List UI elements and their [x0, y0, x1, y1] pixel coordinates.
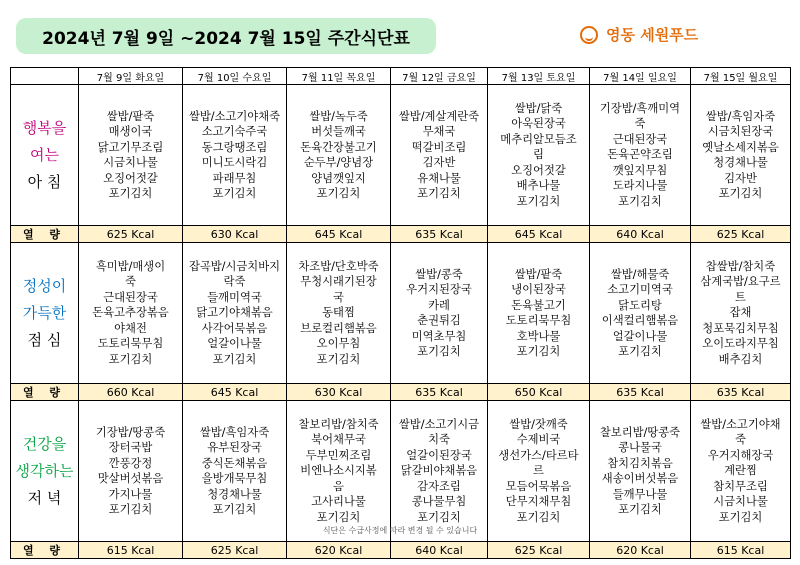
calorie-value: 645 Kcal: [488, 226, 590, 243]
menu-item: 오이도라지무침: [702, 337, 779, 351]
menu-item: 배추김치: [718, 352, 763, 366]
menu-cell: [391, 401, 488, 542]
menu-item: 찰보리밥/참치죽: [298, 417, 379, 431]
calorie-value: 645 Kcal: [287, 226, 391, 243]
calorie-value: 625 Kcal: [79, 226, 183, 243]
menu-cell: [590, 243, 691, 384]
menu-item: 가지나물: [108, 487, 153, 501]
menu-item: 포기김치: [618, 503, 662, 516]
menu-item: 기장밥/땅콩죽: [95, 425, 166, 439]
meal-label-line: 행복을: [22, 118, 67, 137]
menu-item: 우거지된장국: [406, 283, 472, 296]
calorie-row: [11, 384, 791, 401]
calorie-value: 615 Kcal: [79, 542, 183, 559]
calorie-value: 615 Kcal: [691, 542, 791, 559]
calorie-value: 625 Kcal: [488, 542, 590, 559]
menu-item: 포기김치: [417, 345, 461, 358]
meal-label-line: 건강을: [22, 434, 67, 453]
menu-item: 양념깻잎지: [311, 171, 366, 185]
menu-item: 무채국: [422, 125, 456, 138]
menu-item: 삼계국밥/요구르: [700, 275, 781, 289]
menu-item: 돈육간장불고기: [300, 140, 377, 154]
menu-item: 북어채무국: [311, 433, 366, 447]
menu-item: 감자조림: [417, 479, 461, 493]
menu-cell: [287, 401, 391, 542]
calorie-value: 620 Kcal: [287, 542, 391, 559]
menu-item: 닭갈비야채볶음: [400, 464, 478, 478]
menu-item: 오징어젓갈: [511, 163, 566, 177]
menu-cell: [488, 243, 590, 384]
menu-item: 호박나물: [516, 329, 561, 343]
menu-item: 포기김치: [212, 352, 257, 366]
menu-item: 사각어묵볶음: [201, 321, 268, 335]
menu-item: 포기김치: [108, 187, 153, 200]
menu-item: 맛살버섯볶음: [97, 472, 164, 485]
menu-cell: [488, 401, 590, 542]
menu-item: 포기김치: [108, 352, 153, 366]
menu-item: 새송이버섯볶음: [601, 472, 679, 485]
menu-item: 닭고기무조림: [97, 140, 164, 154]
menu-item: 춘권튀김: [417, 314, 461, 327]
menu-item: 오징어젓갈: [103, 171, 158, 185]
menu-item: 옛날소세지볶음: [702, 140, 779, 154]
menu-item: 생선가스/타르타: [498, 448, 579, 462]
menu-item: 기장밥/흑깨미역: [599, 101, 681, 115]
meal-label-line: 가득한: [22, 303, 67, 322]
brand: [580, 24, 698, 45]
menu-item: 쌀밥/흑임자죽: [705, 109, 776, 123]
menu-item: 오이무침: [316, 337, 361, 351]
smile-logo-icon: [580, 26, 598, 44]
menu-item: 쌀밥/콩죽: [415, 267, 463, 281]
menu-item: 장터국밥: [108, 441, 153, 454]
menu-item: 청포묵김치무침: [702, 321, 779, 335]
calorie-value: 620 Kcal: [590, 542, 691, 559]
calorie-value: 630 Kcal: [183, 226, 287, 243]
menu-item: 쌀밥/팥죽: [514, 267, 563, 281]
menu-item: 배추나물: [516, 179, 561, 193]
menu-item: 도토리묵무침: [505, 314, 572, 327]
menu-item: 이색컬리햄볶음: [601, 314, 679, 327]
day-header: 7월 9일 화요일: [79, 68, 183, 85]
menu-item: 시금치나물: [103, 156, 158, 169]
menu-item: 근대된장국: [103, 290, 158, 304]
meal-row: [11, 401, 791, 542]
calorie-value: 640 Kcal: [590, 226, 691, 243]
calorie-label: 열 량: [11, 384, 79, 401]
menu-item: 깻잎지무침: [612, 163, 668, 177]
menu-item: 쌀밥/흑임자죽: [199, 425, 270, 439]
menu-item: 야채전: [114, 321, 147, 335]
menu-item: 파래무침: [212, 171, 257, 185]
day-header: 7월 12일 금요일: [391, 68, 488, 85]
menu-item: 단무지채무침: [505, 495, 572, 509]
menu-item: 잡채: [729, 306, 752, 320]
menu-item: 중식돈채볶음: [201, 456, 268, 470]
menu-item: 콩나물무침: [411, 495, 467, 509]
menu-cell: [79, 85, 183, 226]
menu-cell: [391, 243, 488, 384]
menu-item: 콩나물국: [618, 441, 662, 454]
meal-label-line: 정성이: [22, 276, 67, 295]
menu-item: 순두부/양념장: [303, 156, 374, 169]
meal-row: [11, 85, 791, 226]
menu-item: 돈육불고기: [511, 298, 566, 312]
menu-item: 포기김치: [516, 194, 561, 208]
calorie-value: 650 Kcal: [488, 384, 590, 401]
menu-item: 치죽: [428, 433, 450, 447]
calorie-row: [11, 226, 791, 243]
calorie-label: 열 량: [11, 542, 79, 559]
menu-item: 고사리나물: [311, 495, 366, 509]
menu-item: 포기김치: [316, 510, 361, 524]
menu-cell: [79, 401, 183, 542]
menu-item: 잡곡밥/시금치바지: [188, 259, 281, 273]
menu-item: 냉이된장국: [511, 283, 566, 296]
menu-item: 동태찜: [322, 306, 355, 320]
menu-item: 찹쌀밥/참치죽: [705, 259, 776, 273]
calorie-value: 640 Kcal: [391, 542, 488, 559]
menu-item: 시금치된장국: [707, 125, 774, 138]
menu-item: 쌀밥/소고기야채죽: [188, 109, 281, 123]
menu-item: 포기김치: [417, 187, 461, 200]
menu-item: 포기김치: [718, 187, 763, 200]
day-header: 7월 11일 목요일: [287, 68, 391, 85]
menu-item: 음: [333, 479, 344, 493]
menu-item: 참치김치볶음: [607, 456, 673, 470]
menu-cell: [590, 401, 691, 542]
menu-cell: [391, 85, 488, 226]
menu-item: 청경채나물: [207, 487, 262, 501]
menu-item: 버섯들깨국: [311, 125, 366, 138]
menu-item: 쌀밥/팥죽: [106, 109, 155, 123]
footnote: 식단은 수급사정에 따라 변경 될 수 있습니다: [322, 526, 478, 535]
menu-item: 계란찜: [724, 464, 757, 478]
menu-item: 모듬어묵볶음: [505, 479, 572, 493]
menu-item: 브로컬리햄볶음: [300, 321, 377, 335]
menu-body: [11, 85, 791, 559]
menu-item: 미니도시락김: [201, 156, 268, 169]
menu-item: 포기김치: [108, 503, 153, 516]
calorie-value: 635 Kcal: [391, 226, 488, 243]
menu-item: 차조밥/단호박죽: [298, 259, 379, 273]
menu-item: 들깨무나물: [612, 487, 668, 501]
calorie-value: 635 Kcal: [590, 384, 691, 401]
calorie-value: 635 Kcal: [391, 384, 488, 401]
menu-item: 청경채나물: [713, 156, 768, 169]
menu-cell: [590, 85, 691, 226]
menu-item: 죽: [634, 117, 646, 131]
day-header: 7월 10일 수요일: [183, 68, 287, 85]
menu-item: 소고기미역국: [607, 283, 673, 296]
menu-item: 쌀밥/소고기야채: [700, 417, 781, 431]
day-header: 7월 15일 월요일: [691, 68, 791, 85]
menu-item: 포기김치: [316, 352, 361, 366]
meal-row: [11, 243, 791, 384]
day-header-row: [11, 68, 791, 85]
menu-item: 포기김치: [618, 194, 662, 208]
menu-cell: [488, 85, 590, 226]
menu-item: 김자반: [422, 156, 456, 169]
menu-item: 락죽: [223, 275, 246, 289]
meal-label-line: 생각하는: [15, 461, 74, 480]
meal-label-line: 저 녁: [27, 488, 62, 507]
menu-item: 트: [735, 290, 746, 304]
weekly-menu-table: [10, 67, 791, 559]
menu-item: 우거지해장국: [707, 448, 774, 462]
meal-label-line: 여는: [30, 145, 59, 164]
menu-item: 유부된장국: [207, 441, 262, 454]
menu-cell: [183, 401, 287, 542]
menu-item: 수제비국: [516, 433, 561, 447]
menu-item: 을방개묵무침: [201, 472, 268, 485]
menu-item: 돈육곤약조림: [607, 148, 673, 162]
menu-item: 포기김치: [516, 510, 561, 524]
brand-name: 영동 세원푸드: [606, 26, 699, 44]
menu-item: 죽: [735, 433, 746, 447]
menu-item: 카레: [428, 298, 450, 312]
meal-label: [11, 243, 79, 384]
menu-item: 동그랑땡조림: [201, 140, 268, 154]
meal-label-line: 점 심: [27, 330, 62, 349]
menu-item: 얼갈이나물: [612, 329, 668, 343]
menu-item: 얼갈이나물: [207, 337, 262, 351]
calorie-label: 열 량: [11, 226, 79, 243]
menu-item: 쌀밥/소고기시금: [398, 417, 480, 431]
menu-item: 참치무조림: [713, 479, 768, 493]
day-header: 7월 14일 일요일: [590, 68, 691, 85]
menu-cell: [79, 243, 183, 384]
menu-item: 포기김치: [718, 510, 763, 524]
day-header: 7월 13일 토요일: [488, 68, 590, 85]
menu-cell: [287, 243, 391, 384]
menu-item: 미역초무침: [411, 329, 467, 343]
menu-item: 매생이국: [108, 125, 153, 138]
menu-item: 도라지나물: [612, 179, 668, 193]
calorie-value: 625 Kcal: [183, 542, 287, 559]
menu-item: 닭고기야채볶음: [196, 306, 273, 320]
menu-item: 근대된장국: [612, 132, 668, 146]
calorie-value: 625 Kcal: [691, 226, 791, 243]
menu-item: 쌀밥/계살계란죽: [398, 109, 480, 123]
meal-label: [11, 85, 79, 226]
calorie-value: 660 Kcal: [79, 384, 183, 401]
calorie-value: 645 Kcal: [183, 384, 287, 401]
menu-item: 비엔나소시지볶: [300, 464, 377, 478]
menu-item: 소고기숙주국: [201, 125, 268, 138]
menu-item: 찰보리밥/땅콩죽: [599, 425, 681, 439]
menu-item: 떡갈비조림: [411, 140, 467, 154]
menu-item: 시금치나물: [713, 495, 768, 509]
menu-cell: [183, 85, 287, 226]
page-title: [16, 18, 436, 54]
calorie-value: 635 Kcal: [691, 384, 791, 401]
corner-cell: [11, 68, 79, 85]
menu-item: 닭도리탕: [618, 298, 662, 312]
menu-item: 쌀밥/잣깨죽: [509, 417, 568, 431]
menu-item: 도토리묵무침: [97, 337, 164, 351]
menu-item: 들깨미역국: [207, 290, 262, 304]
page-title-text: 2024년 7월 9일 ~2024 7월 15일 주간식단표: [42, 28, 410, 49]
menu-item: 죽: [125, 275, 136, 289]
menu-cell: [691, 243, 791, 384]
menu-cell: [691, 401, 791, 542]
menu-item: 국: [333, 290, 344, 304]
meal-label: [11, 401, 79, 542]
menu-item: 포기김치: [212, 187, 257, 200]
menu-item: 흑미밥/매생이: [95, 259, 166, 273]
menu-item: 포기김치: [316, 187, 361, 200]
menu-cell: [183, 243, 287, 384]
menu-item: 림: [533, 148, 544, 162]
menu-item: 깐풍강정: [108, 456, 153, 470]
menu-item: 김자반: [724, 171, 757, 185]
menu-item: 무청시래기된장: [300, 275, 377, 289]
menu-item: 돈육고추장볶음: [92, 306, 169, 320]
menu-item: 포기김치: [516, 345, 561, 358]
menu-item: 아욱된장국: [511, 117, 566, 131]
menu-item: 메추리알모듬조: [500, 132, 577, 146]
calorie-value: 630 Kcal: [287, 384, 391, 401]
calorie-row: [11, 542, 791, 559]
menu-item: 얼갈이된장국: [406, 448, 472, 462]
menu-item: 포기김치: [618, 345, 662, 358]
menu-item: 포기김치: [212, 503, 257, 516]
menu-item: 쌀밥/닭죽: [514, 101, 563, 115]
menu-cell: [287, 85, 391, 226]
menu-item: 두부민찌조림: [305, 448, 372, 462]
menu-item: 쌀밥/해물죽: [610, 267, 670, 281]
meal-label-line: 아 침: [27, 172, 62, 191]
menu-item: 르: [533, 464, 544, 478]
menu-cell: [691, 85, 791, 226]
menu-item: 유채나물: [417, 171, 461, 185]
menu-item: 쌀밥/녹두죽: [309, 109, 368, 123]
menu-item: 포기김치: [417, 510, 461, 524]
